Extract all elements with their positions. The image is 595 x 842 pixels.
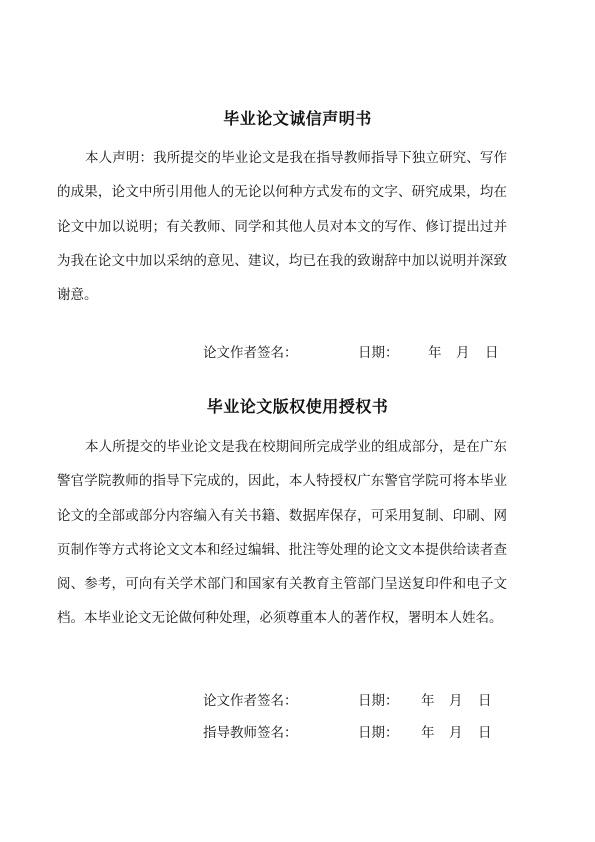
year-label: 年 [421, 693, 435, 709]
author-signature-label: 论文作者签名： [203, 345, 298, 361]
authorization-body: 本人所提交的毕业论文是我在校期间所完成学业的组成部分，是在广东警官学院教师的指导下完成的，因此，本人特授权广东警官学院可将本毕业论文的全部或部分内容编入有关书籍、数据库保存，可采用复制、印刷、网页制作等方式将论文文本和经过编辑、批注等处理的论文文本提供给读者查阅、参考，可向有关学术部门和国家有关教育主管部门呈送复印件和电子文档。本毕业论文无论做何种处理，必须尊重本人的著作权，署明本人姓名。 [57, 439, 507, 627]
month-label: 月 [456, 345, 470, 361]
authorization-title: 毕业论文版权使用授权书 [206, 397, 389, 416]
declaration-body: 本人声明：我所提交的毕业论文是我在指导教师指导下独立研究、写作的成果，论文中所引用他人的无论以何种方式发布的文字、研究成果，均在论文中加以说明；有关教师、同学和其他人员对本文的写作、修订提出过并为我在论文中加以采纳的意见、建议，均已在我的致谢辞中加以说明并深致谢意。 [57, 150, 507, 304]
date-label: 日期： [358, 693, 399, 709]
day-label: 日 [485, 345, 499, 361]
year-label: 年 [428, 345, 442, 361]
month-label: 月 [449, 725, 463, 741]
year-label: 年 [421, 725, 435, 741]
declaration-title: 毕业论文诚信声明书 [223, 109, 372, 128]
advisor-signature-label: 指导教师签名： [203, 725, 298, 741]
advisor-signature-row [0, 723, 595, 743]
date-label: 日期： [358, 345, 399, 361]
day-label: 日 [478, 725, 492, 741]
author-signature-row [0, 691, 595, 711]
declaration-signature-row [0, 343, 595, 363]
author-signature-label: 论文作者签名： [203, 693, 298, 709]
day-label: 日 [478, 693, 492, 709]
month-label: 月 [449, 693, 463, 709]
date-label: 日期： [358, 725, 399, 741]
